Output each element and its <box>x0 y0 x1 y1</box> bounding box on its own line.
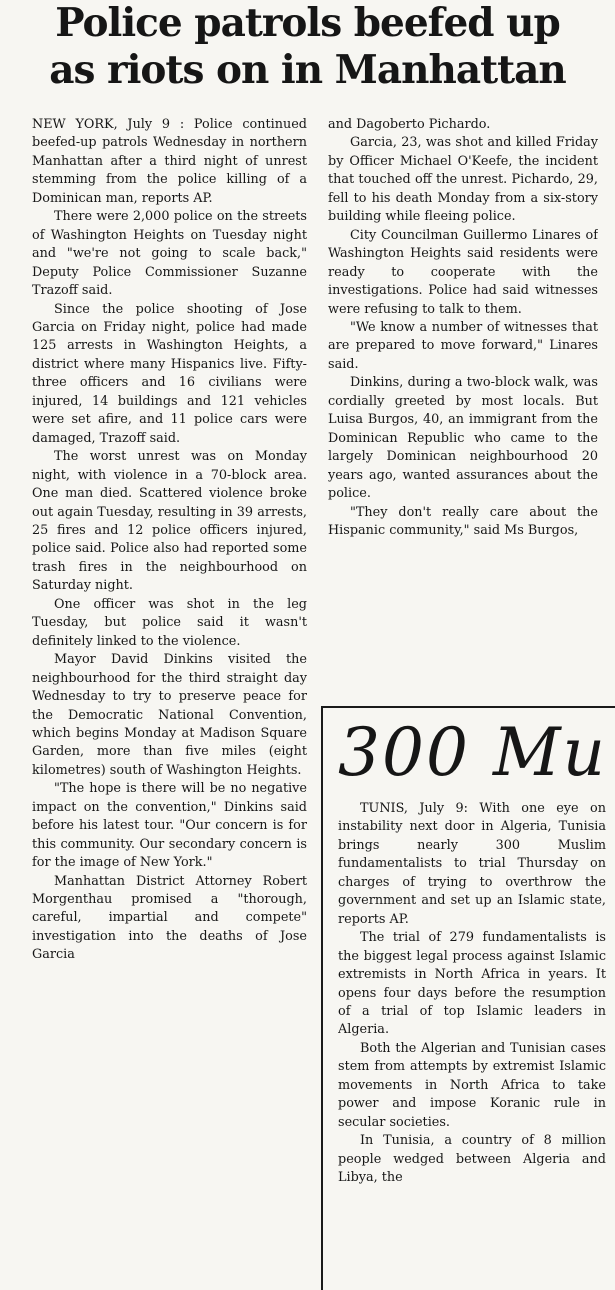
article-paragraph: and Dagoberto Pichardo. <box>328 117 491 132</box>
article-paragraph: City Councilman Guillermo Linares of Washington Heights said residents were ready to cooperate with the investigations. Police had said witnesses were refusing to talk to them. <box>328 227 598 317</box>
article-paragraph: The worst unrest was on Monday night, with violence in a 70-block area. One man died. Scattered violence broke out again Tuesday, resulting in 39 arrests, 25 fires and 12 police officers injured, police said. Police also had reported some trash fires in the neighbourhood on Saturday night. <box>32 449 307 594</box>
article-paragraph: Manhattan District Attorney Robert Morgenthau promised a "thorough, careful, impartial and compete" investigation into the deaths of Jose Garcia <box>32 873 307 963</box>
column-divider-horizontal <box>321 706 615 708</box>
article-paragraph: Since the police shooting of Jose Garcia on Friday night, police had made 125 arrests in Washington Heights, a district where many Hispanics live. Fifty-three officers and 16 civilians were injured, 14 buildings and 121 vehicles were set afire, and 11 police cars were damaged, Trazoff said. <box>32 301 307 446</box>
article-paragraph: There were 2,000 police on the streets of Washington Heights on Tuesday night and "we're not going to scale back," Deputy Police Commissioner Suzanne Trazoff said. <box>32 209 307 299</box>
article-paragraph: "We know a number of witnesses that are prepared to move forward," Linares said. <box>328 319 598 372</box>
article-paragraph: In Tunisia, a country of 8 million people wedged between Algeria and Libya, the <box>338 1133 606 1186</box>
column-divider-vertical <box>321 706 323 1290</box>
article-column-left <box>32 116 307 1286</box>
article-paragraph: One officer was shot in the leg Tuesday, but police said it wasn't definitely linked to the violence. <box>32 596 307 649</box>
article-paragraph: "They don't really care about the Hispanic community," said Ms Burgos, <box>328 504 598 538</box>
article-column-right <box>328 116 598 692</box>
headline-line-1: Police patrols beefed up <box>55 0 560 46</box>
headline-line-2: as riots on in Manhattan <box>49 47 566 93</box>
article-paragraph: NEW YORK, July 9 : Police continued beefed-up patrols Wednesday in northern Manhattan after a third night of unrest stemming from the police killing of a Dominican man, reports AP. <box>32 117 307 206</box>
article-paragraph: "The hope is there will be no negative impact on the convention," Dinkins said before his latest tour. "Our concern is for this community. Our secondary concern is for the image of New York." <box>32 781 307 871</box>
article-paragraph: Garcia, 23, was shot and killed Friday by Officer Michael O'Keefe, the incident that touched off the unrest. Pichardo, 29, fell to his death Monday from a six-story building while fleeing police. <box>328 135 598 225</box>
second-article-headline: 300 Mu <box>338 714 608 791</box>
article-paragraph: Both the Algerian and Tunisian cases stem from attempts by extremist Islamic movements in North Africa to take power and impose Koranic rule in secular societies. <box>338 1040 606 1130</box>
article-paragraph: Dinkins, during a two-block walk, was cordially greeted by most locals. But Luisa Burgos, 40, an immigrant from the Dominican Republic who came to the largely Dominican neighbourhood 20 years ago, wanted assurances about the police. <box>328 375 598 502</box>
article-paragraph: The trial of 279 fundamentalists is the biggest legal process against Islamic extremists in North Africa in years. It opens four days before the resumption of a trial of top Islamic leaders in Algeria. <box>338 930 606 1038</box>
article-headline <box>0 0 615 102</box>
article-paragraph: Mayor David Dinkins visited the neighbourhood for the third straight day Wednesday to try to preserve peace for the Democratic National Convention, which begins Monday at Madison Square Garden, more than five miles (eight kilometres) south of Washington Heights. <box>32 652 307 778</box>
second-article-column <box>338 800 606 1290</box>
article-paragraph: TUNIS, July 9: With one eye on instability next door in Algeria, Tunisia brings nearly 300 Muslim fundamentalists to trial Thursday on charges of trying to overthrow the government and set up an Islamic state, reports AP. <box>338 801 606 927</box>
